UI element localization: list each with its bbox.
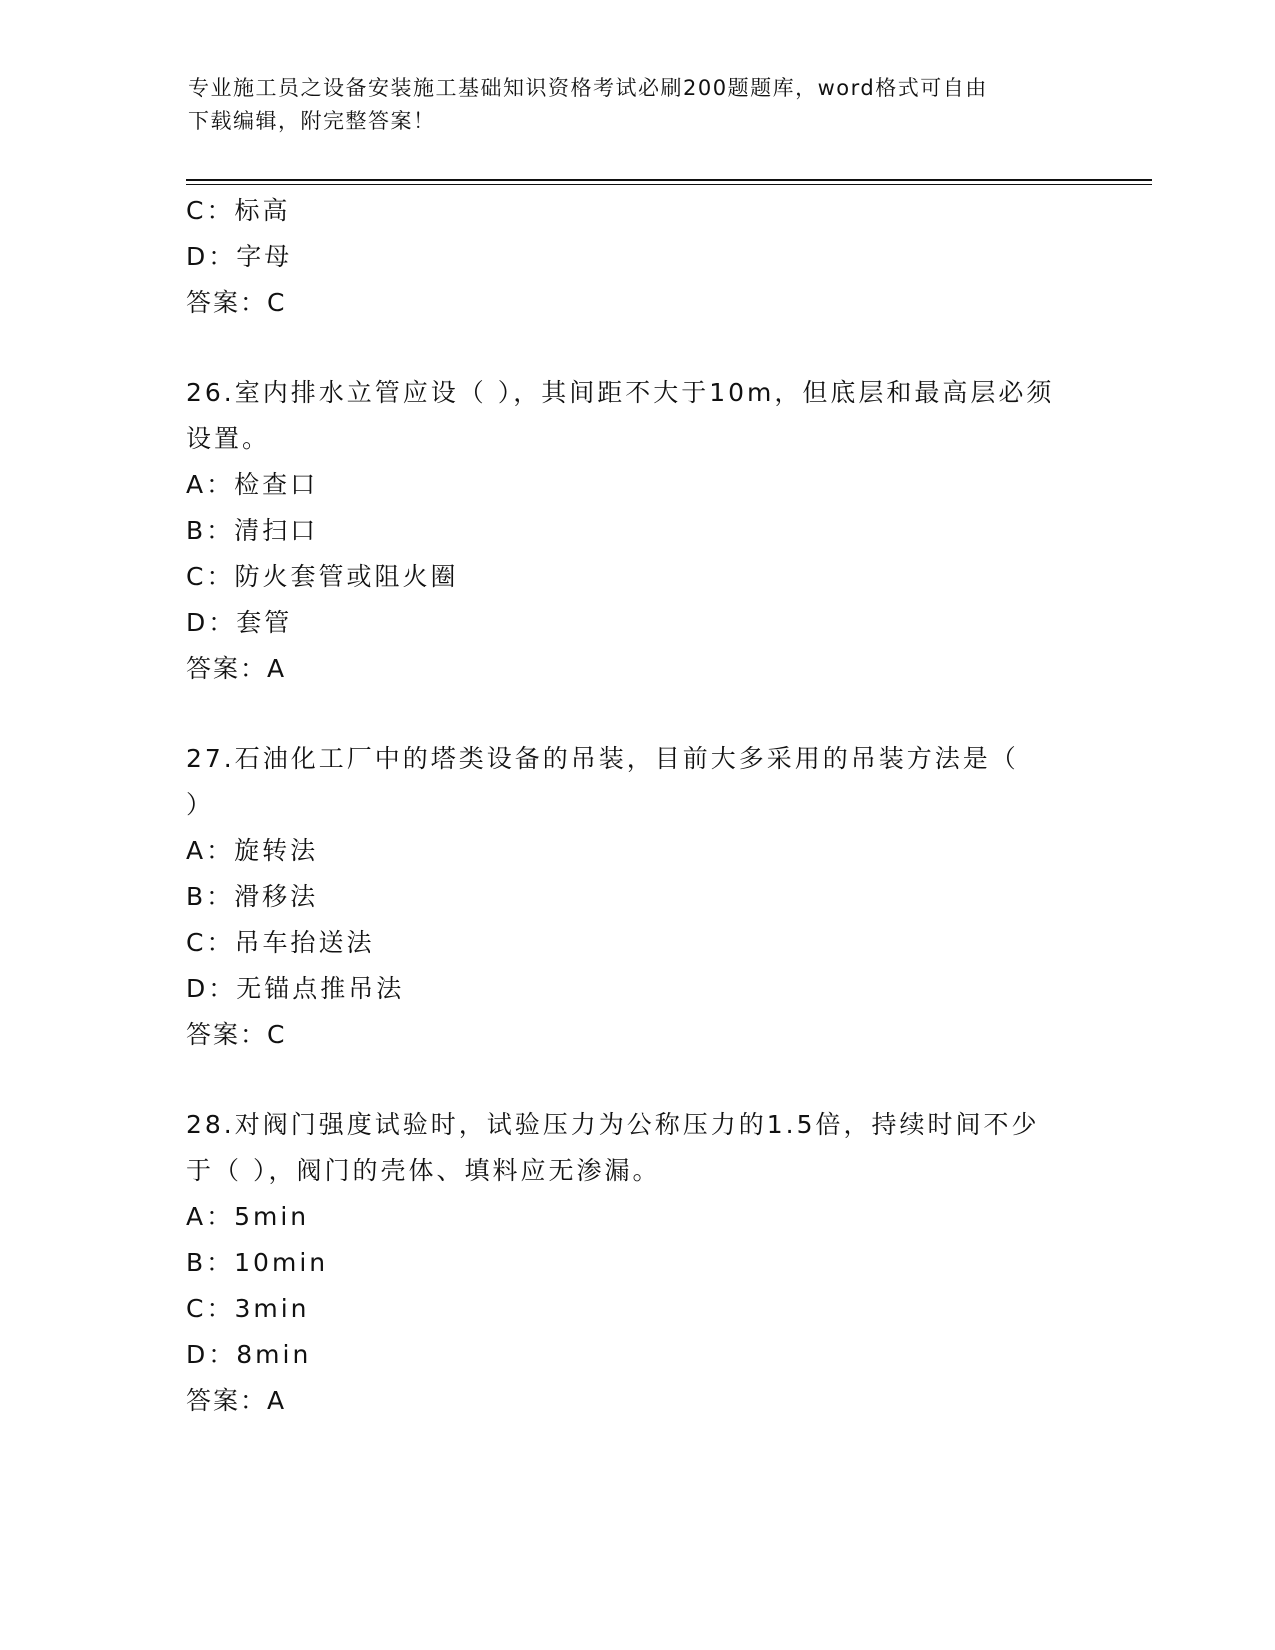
answer-line: 答案：C (186, 1020, 287, 1049)
page-header (188, 72, 1088, 138)
option-a: A：旋转法 (186, 836, 319, 865)
spacer (186, 1058, 1086, 1102)
spacer (186, 326, 1086, 370)
option-d: D：字母 (186, 242, 293, 271)
header-divider-thick (186, 179, 1152, 181)
spacer (186, 692, 1086, 736)
question-text-line-2: 于（ ），阀门的壳体、填料应无渗漏。 (186, 1156, 661, 1185)
option-d: D：8min (186, 1340, 312, 1369)
question-text-line-2: ） (186, 790, 215, 819)
question-27 (186, 736, 1086, 1058)
option-c: C：防火套管或阻火圈 (186, 562, 459, 591)
answer-line: 答案：A (186, 654, 287, 683)
answer-line: 答案：A (186, 1386, 287, 1415)
answer-line: 答案：C (186, 288, 287, 317)
question-26 (186, 370, 1086, 692)
question-text-line-1: 26.室内排水立管应设（ ），其间距不大于10m，但底层和最高层必须 (186, 378, 1055, 407)
option-d: D：无锚点推吊法 (186, 974, 405, 1003)
option-b: B：10min (186, 1248, 329, 1277)
option-a: A：检查口 (186, 470, 319, 499)
option-d: D：套管 (186, 608, 293, 637)
option-b: B：清扫口 (186, 516, 319, 545)
question-25-partial (186, 188, 1086, 326)
question-28 (186, 1102, 1086, 1424)
option-c: C：标高 (186, 196, 291, 225)
option-c: C：吊车抬送法 (186, 928, 375, 957)
question-text-line-1: 27.石油化工厂中的塔类设备的吊装，目前大多采用的吊装方法是（ (186, 744, 1019, 773)
question-text-line-2: 设置。 (186, 424, 271, 453)
option-c: C：3min (186, 1294, 310, 1323)
header-line-2: 下载编辑，附完整答案！ (188, 109, 436, 133)
header-line-1: 专业施工员之设备安装施工基础知识资格考试必刷200题题库，word格式可自由 (188, 76, 988, 100)
option-b: B：滑移法 (186, 882, 319, 911)
question-text-line-1: 28.对阀门强度试验时，试验压力为公称压力的1.5倍，持续时间不少 (186, 1110, 1040, 1139)
option-a: A：5min (186, 1202, 310, 1231)
document-body (186, 188, 1086, 1424)
header-divider-thin (186, 184, 1152, 185)
